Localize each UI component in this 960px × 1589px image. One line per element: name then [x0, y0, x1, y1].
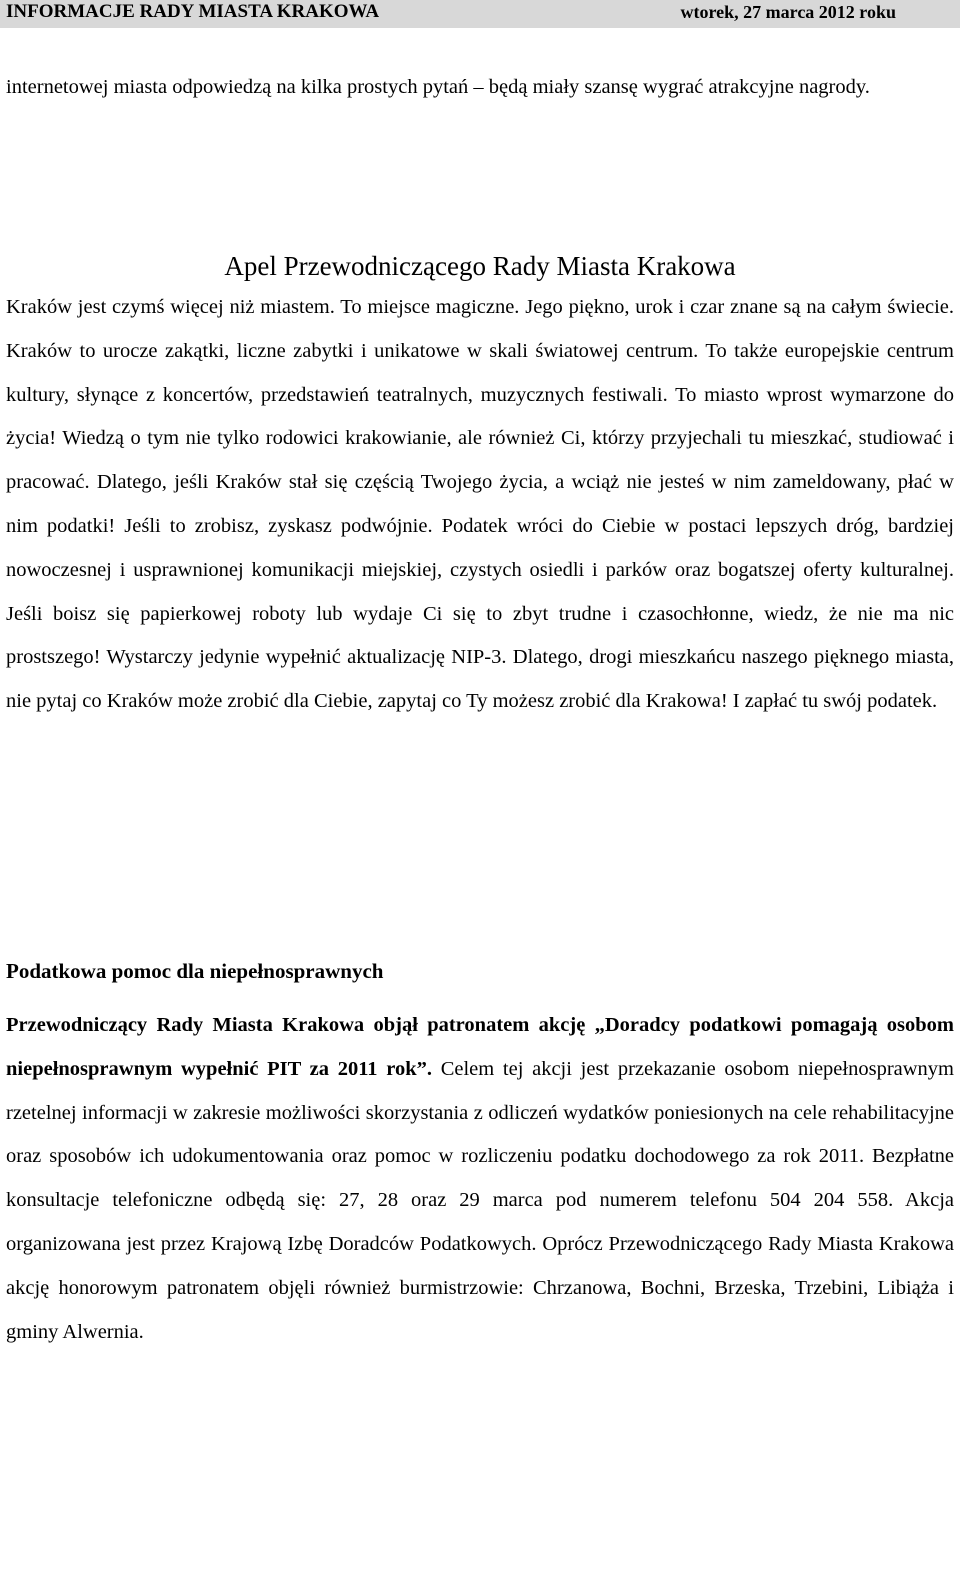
pomoc-heading: Podatkowa pomoc dla niepełnosprawnych	[6, 959, 384, 983]
intro-paragraph: internetowej miasta odpowiedzą na kilka prostych pytań – będą miały szansę wygrać atrakcyjne nagrody.	[6, 76, 870, 98]
pomoc-body: Celem tej akcji jest przekazanie osobom niepełnosprawnym rzetelnej informacji w zakresie możliwości skorzystania z odliczeń wydatków poniesionych na cele rehabilitacyjne oraz sposobów ich udokumentowania oraz pomoc w rozliczeniu podatku dochodowego za rok 2011. Bezpłatne konsultacje telefoniczne odbędą się: 27, 28 oraz 29 marca pod numerem telefonu 504 204 558. Akcja organizowana jest przez Krajową Izbę Doradców Podatkowych. Oprócz Przewodniczącego Rady Miasta Krakowa akcję honorowym patronatem objęli również burmistrzowie: Chrzanowa, Bochni, Brzeska, Trzebini, Libiąża i gminy Alwernia.	[6, 1057, 954, 1343]
header-title: INFORMACJE RADY MIASTA KRAKOWA	[6, 1, 380, 22]
apel-paragraph: Kraków jest czymś więcej niż miastem. To miejsce magiczne. Jego piękno, urok i czar znane są na całym świecie. Kraków to urocze zakątki, liczne zabytki i unikatowe w skali światowej centrum. To także europejskie centrum kultury, słynące z koncertów, przedstawień teatralnych, muzycznych festiwali. To miasto wprost wymarzone do życia! Wiedzą o tym nie tylko rodowici krakowianie, ale również Ci, którzy przyjechali tu mieszkać, studiować i pracować. Dlatego, jeśli Kraków stał się częścią Twojego życia, a wciąż nie jesteś w nim zameldowany, płać w nim podatki! Jeśli to zrobisz, zyskasz podwójnie. Podatek wróci do Ciebie w postaci lepszych dróg, bardziej nowoczesnej i usprawnionej komunikacji miejskiej, czystych osiedli i parków oraz bogatszej oferty kulturalnej. Jeśli boisz się papierkowej roboty lub wydaje Ci się to zbyt trudne i czasochłonne, wiedz, że nie ma nic prostszego! Wystarczy jedynie wypełnić aktualizację NIP-3. Dlatego, drogi mieszkańcu naszego pięknego miasta, nie pytaj co Kraków może zrobić dla Ciebie, zapytaj co Ty możesz zrobić dla Krakowa! I zapłać tu swój podatek.	[6, 296, 954, 713]
pomoc-lead: Przewodniczący Rady Miasta Krakowa objął patronatem akcję „Doradcy podatkowi pomagają osobom niepełnosprawnym wypełnić PIT za 2011 rok”.	[6, 1014, 954, 1080]
pomoc-paragraph	[6, 1004, 954, 1354]
page-header	[0, 0, 960, 28]
header-date: wtorek, 27 marca 2012 roku	[680, 2, 896, 22]
apel-heading: Apel Przewodniczącego Rady Miasta Krakowa	[224, 251, 736, 281]
